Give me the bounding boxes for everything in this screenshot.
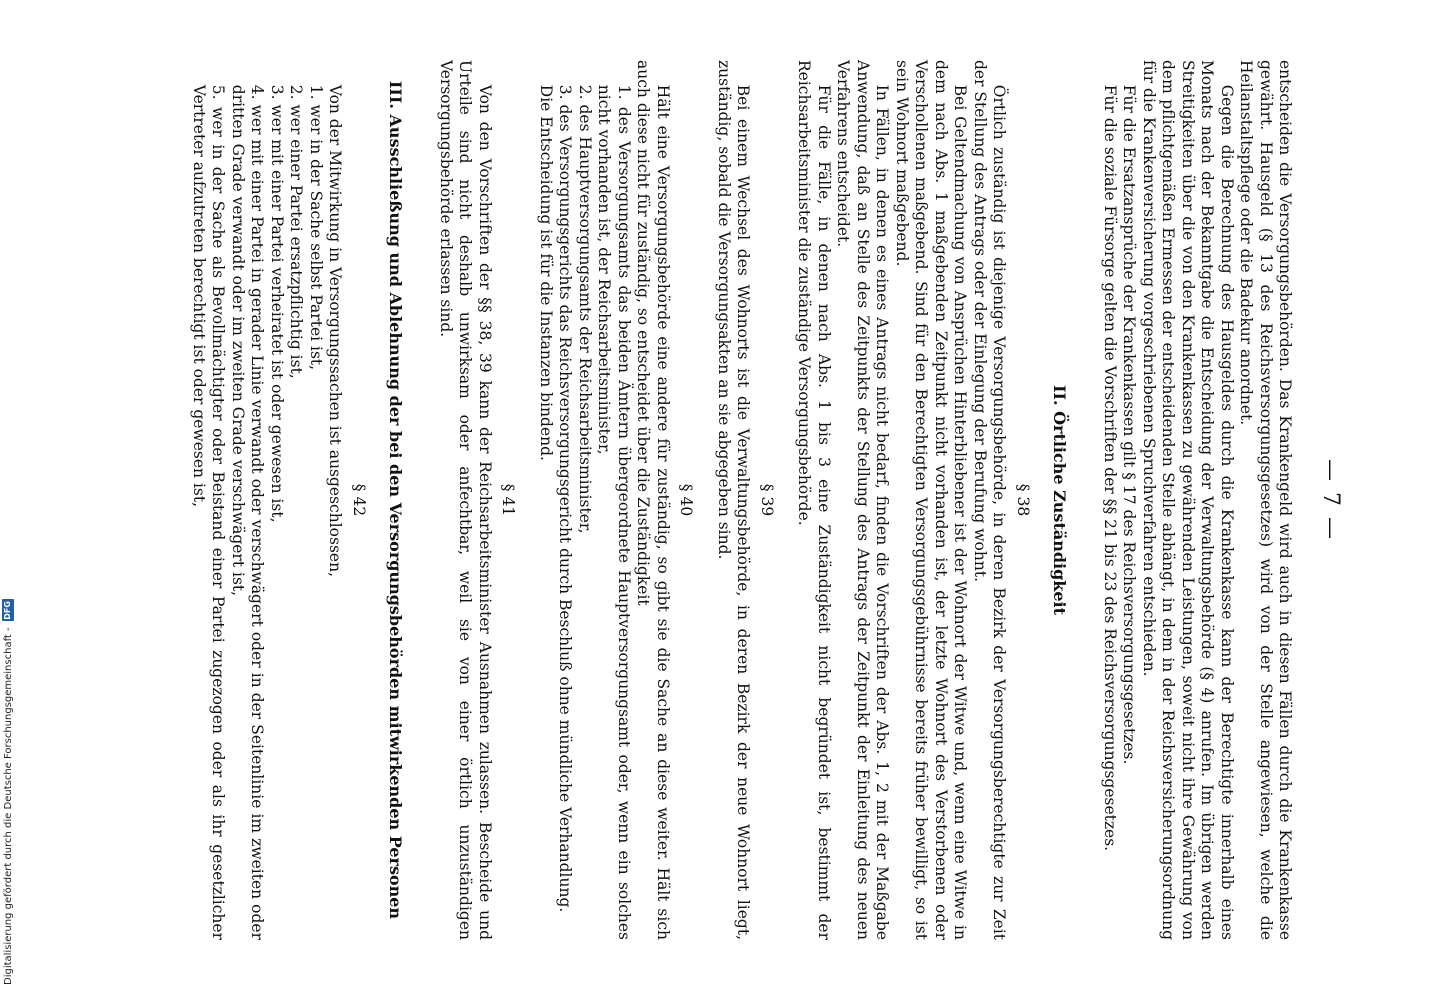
s38-text-1: Örtlich zuständig ist diejenige Versorgungsbehörde, in deren Bezirk der Versorgungsberechtigte zur Zeit der Stellung des Antrags oder der Einlegung der Berufung wohnt. (971, 60, 1009, 940)
paragraph-heading-38: § 38 (1014, 483, 1032, 517)
section-title-3: III. Ausschließung und Ablehnung der bei den Versorgungsbehörden mitwirkenden Personen (386, 80, 406, 920)
s42-item-1: 1. wer in der Sache selbst Partei ist, (307, 84, 325, 371)
document-page (120, 60, 1343, 940)
intro-paragraph-3: Für die Ersatzansprüche der Krankenkassen gilt § 17 des Reichsversorgungsgesetzes. (1120, 84, 1139, 765)
s42-item-5: 5. wer in der Sache als Bevollmächtigter oder Beistand einer Partei zugezogen oder als ihr gesetzlicher Vertreter aufzutreten berechtigt ist oder gewesen ist, (190, 84, 228, 940)
paragraph-heading-39: § 39 (758, 483, 776, 517)
s38-text-2: Bei Geltendmachung von Ansprüchen Hinterbliebener ist der Wohnort der Witwe und, wenn eine Witwe in dem nach Abs. 1 maßgebenden Zeitpunkt nicht vorhanden ist, der letzte Wohnort des Verstorbenen oder Verschollenen maßgebend. Sind für den Berechtigten Versorgungsgebührnisse bereits früher bewilligt, so ist sein Wohnort maßgebend. (893, 60, 970, 940)
paragraph-heading-40: § 40 (677, 483, 696, 517)
s42-item-3: 3. wer mit einer Partei verheiratet ist oder gewesen ist, (268, 84, 286, 523)
s38-text-4: Für die Fälle, in denen nach Abs. 1 bis 3 eine Zuständigkeit nicht begründet ist, bestimmt der Reichsarbeitsminister die zuständige Versorgungsbehörde. (795, 60, 833, 940)
s39-text-1: Bei einem Wechsel des Wohnorts ist die Verwaltungsbehörde, in deren Bezirk der neue Wohnort liegt, zuständig, sobald die Versorgungsakten an sie abgegeben sind. (715, 60, 753, 940)
intro-paragraph-1: entscheiden die Versorgungsbehörden. Das Krankengeld wird auch in diesen Fällen durch die Krankenkasse gewährt. Hausgeld (§ 13 des Reichsversorgungsgesetzes) wird von der Stelle angewiesen, welche die Heilanstaltspflege oder die Badekur anordnet. (1237, 60, 1295, 940)
s40-item-3: 3. des Versorgungsgerichts das Reichsversorgungsgericht durch Beschluß ohne mündliche Verhandlung. (556, 84, 575, 913)
footer-text: Digitalisierung gefördert durch die Deutsche Forschungsgemeinschaft - (2, 627, 14, 985)
section-title-2: II. Örtliche Zuständigkeit (1050, 384, 1070, 616)
paragraph-heading-42: § 42 (350, 483, 368, 517)
s40-text-1: Hält eine Versorgungsbehörde eine andere für zuständig, so gibt sie die Sache an diese weiter. Hält sich auch diese nicht für zuständig, so entscheidet über die Zuständigkeit (634, 60, 672, 940)
intro-paragraph-2: Gegen die Berechnung des Hausgeldes durch die Krankenkasse kann der Berechtigte innerhalb eines Monats nach der Bekanntgabe die Entscheidung der Verwaltungsbehörde (§ 4) anrufen. Im übrigen werden Streitigkeiten über die von den Krankenkassen zu gewährenden Leistungen, soweit nicht ihre Gewährung von dem pflichtgemäßen Ermessen der entscheidenden Stelle abhängt, in dem in der Reichsversicherungsordnung für die Krankenversicherung vorgeschriebenen Spruchverfahren entschieden. (1140, 60, 1236, 940)
intro-paragraph-4: Für die soziale Fürsorge gelten die Vorschriften der §§ 21 bis 23 des Reichsversorgungsgesetzes. (1101, 84, 1119, 852)
s42-item-4: 4. wer mit einer Partei in gerader Linie verwandt oder verschwägert oder in der Seitenlinie im zweiten oder dritten Grade verwandt oder im zweiten Grade verschwägert ist, (229, 84, 267, 940)
paragraph-heading-41: § 41 (499, 483, 518, 517)
dfg-logo-icon: DFG (3, 601, 12, 620)
s40-item-2: 2. des Hauptversorgungsamts der Reichsarbeitsminister, (576, 84, 594, 534)
s42-item-2: 2. wer einer Partei ersatzpflichtig ist, (287, 84, 306, 379)
page-number: — 7 — (1318, 459, 1343, 541)
s41-text-1: Von den Vorschriften der §§ 38, 39 kann der Reichsarbeitsminister Ausnahmen zulassen. Bescheide und Urteile sind nicht deshalb unwirksam oder anfechtbar, weil sie von einer örtlich unzuständigen Versorgungsbehörde erlassen sind. (437, 60, 494, 940)
s38-text-3: In Fällen, in denen es eines Antrags nicht bedarf, finden die Vorschriften der Abs. 1, 2 mit der Maßgabe Anwendung, daß an Stelle des Zeitpunkts der Stellung des Antrags der Zeitpunkt der Einleitung des neuen Verfahrens entscheidet. (834, 60, 892, 940)
s40-item-1: 1. des Versorgungsamts das beiden Ämtern übergeordnete Hauptversorgungsamt oder, wenn ein solches nicht vorhanden ist, der Reichsarbeitsminister, (595, 84, 633, 940)
digitization-footer (2, 599, 14, 985)
s40-text-2: Die Entscheidung ist für die Instanzen bindend. (537, 84, 555, 461)
s42-text-1: Von der Mitwirkung in Versorgungssachen ist ausgeschlossen, (326, 84, 345, 577)
